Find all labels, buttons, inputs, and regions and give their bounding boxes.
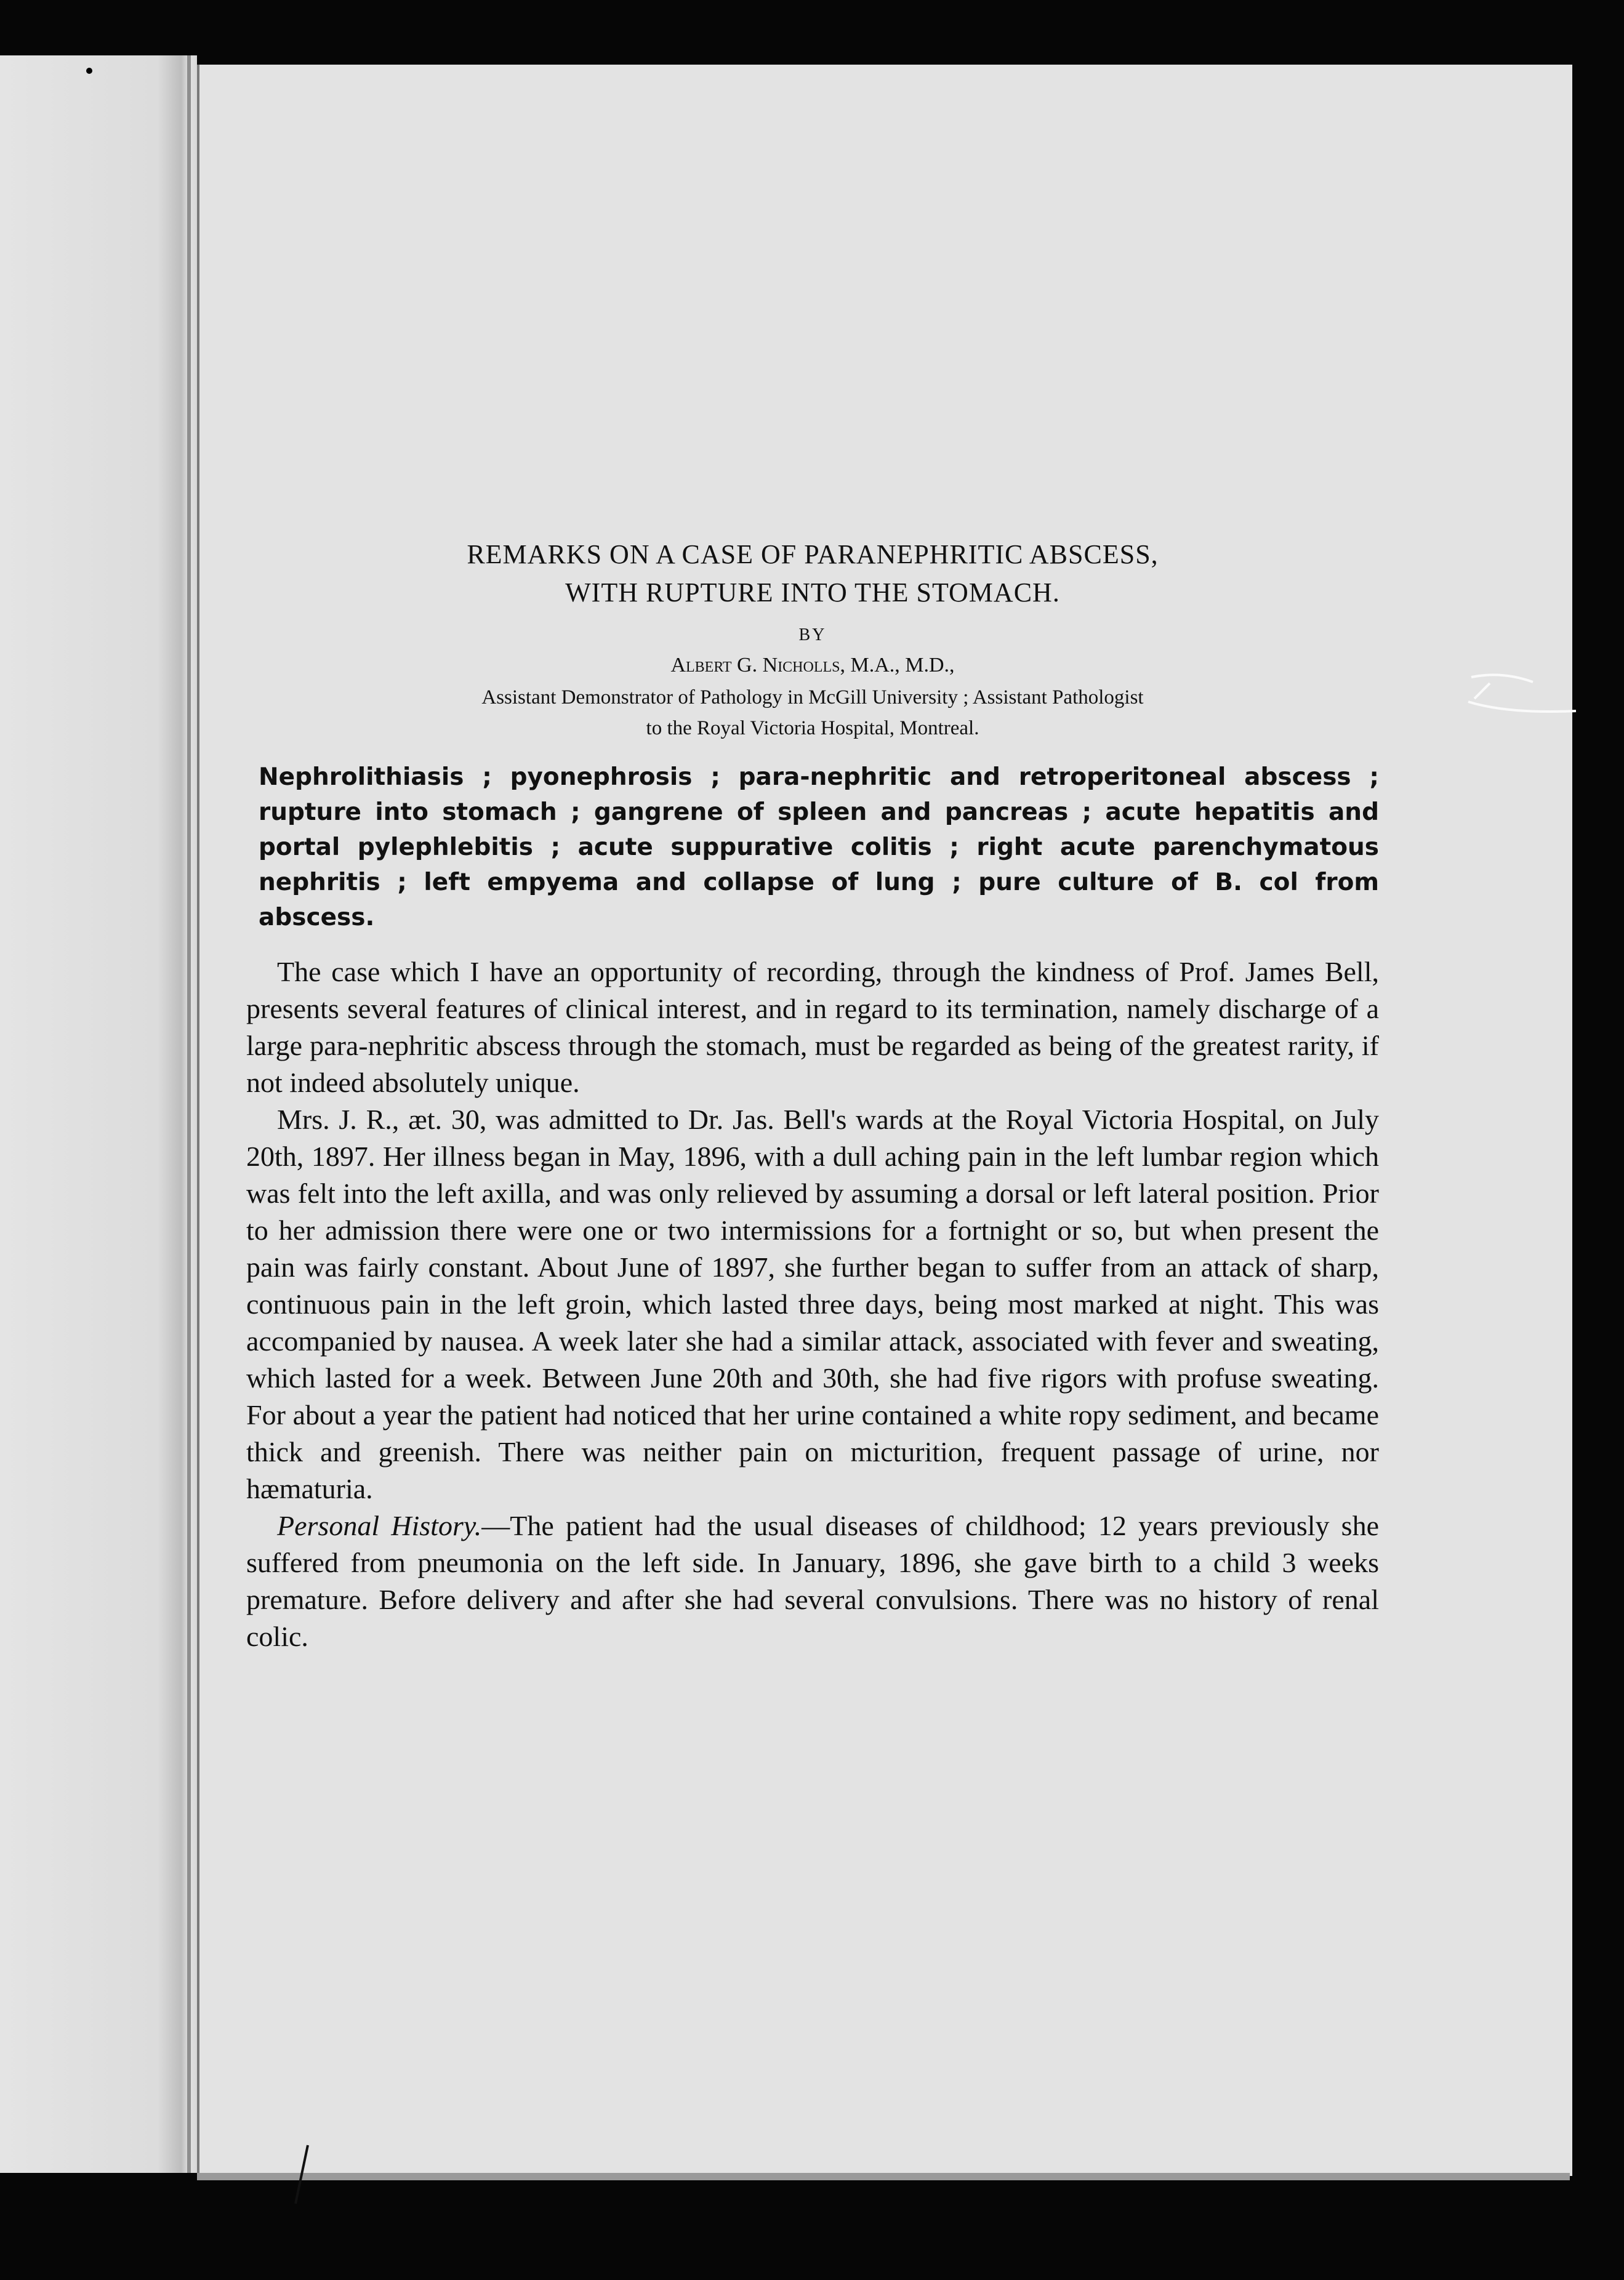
section-heading: Personal History. [277, 1510, 482, 1541]
author-affiliation [246, 682, 1379, 744]
keywords-summary: Nephrolithiasis ; pyonephrosis ; para-nephritic and retroperitoneal abscess ; rupture into stomach ; gangrene of spleen and pancreas ; acute hepatitis and portal pylephlebitis ; acute suppurative colitis ; right acute parenchymatous nephritis ; left empyema and collapse of lung ; pure culture of B. col from abscess. [259, 763, 1379, 931]
article [246, 536, 1379, 1655]
article-title [246, 536, 1379, 612]
paragraph-text: The patient had the usual diseases of childhood; 12 years previously she suffered from pneumonia on the left side. In January, 1896, she gave birth to a child 3 weeks premature. Before delivery and after she had several convulsions. There was no history of renal colic. [246, 1510, 1379, 1652]
previous-page-edge [0, 55, 197, 2173]
scan-speck [86, 68, 92, 74]
margin-mark [289, 2142, 314, 2210]
page-fold [187, 55, 191, 2173]
paragraph: The case which I have an opportunity of recording, through the kindness of Prof. James Bell, presents several features of clinical interest, and in regard to its termination, namely discharge of a large para-nephritic abscess through the stomach, must be regarded as being of the greatest rarity, if not indeed absolutely unique. [246, 956, 1379, 1098]
margin-scribble [1465, 665, 1582, 733]
byline-label: BY [798, 625, 827, 644]
article-body [246, 953, 1379, 1655]
affiliation-line-1: Assistant Demonstrator of Pathology in McGill University ; Assistant Pathologist [481, 686, 1144, 708]
title-line-2: WITH RUPTURE INTO THE STOMACH. [565, 577, 1060, 608]
paragraph: Mrs. J. R., æt. 30, was admitted to Dr. Jas. Bell's wards at the Royal Victoria Hospital, on July 20th, 1897. Her illness began in May, 1896, with a dull aching pain in the left lumbar region which was felt into the left axilla, and was only relieved by assuming a dorsal or left lateral position. Prior to her admission there were one or two intermissions for a fortnight or so, but when present the pain was fairly constant. About June of 1897, she further began to suffer from an attack of sharp, continuous pain in the left groin, which lasted three days, being most marked at night. This was accompanied by nausea. A week later she had a similar attack, associated with fever and sweating, which lasted for a week. Between June 20th and 30th, she had five rigors with profuse sweating. For about a year the patient had noticed that her urine contained a white ropy sediment, and became thick and greenish. There was neither pain on micturition, frequent passage of urine, nor hæmaturia. [246, 1104, 1379, 1504]
affiliation-line-2: to the Royal Victoria Hospital, Montreal. [646, 717, 979, 739]
author-name: Albert G. Nicholls, M.A., M.D., [670, 654, 955, 676]
heading-dash: — [481, 1510, 510, 1541]
page-bottom-edge [197, 2173, 1570, 2180]
paragraph [246, 1507, 1379, 1655]
title-line-1: REMARKS ON A CASE OF PARANEPHRITIC ABSCESS, [467, 539, 1159, 569]
